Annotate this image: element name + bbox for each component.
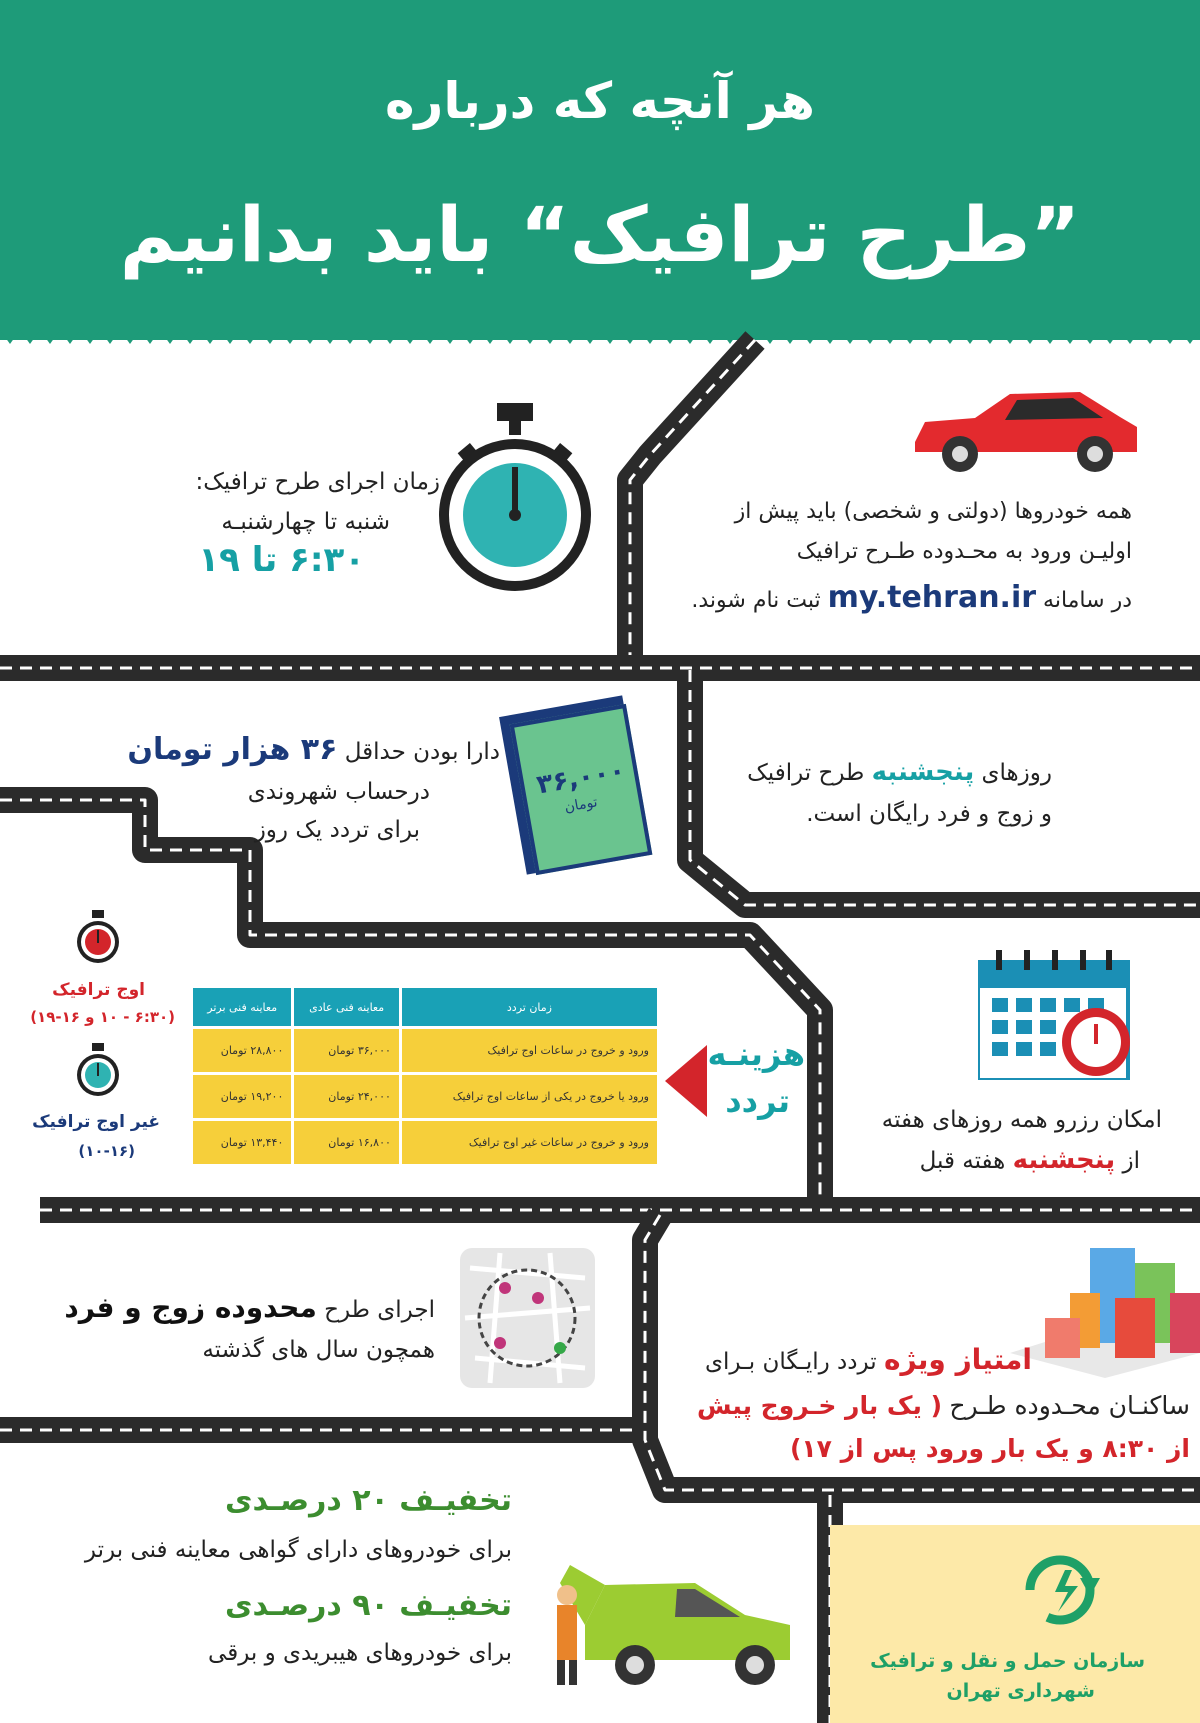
- mechanic-car-icon: [545, 1555, 800, 1690]
- fees-cell: ورود یا خروج در یکی از ساعات اوج ترافیک: [402, 1075, 657, 1118]
- balance-prefix: دارا بودن حداقل: [344, 739, 500, 765]
- small-stopwatch-icon: [76, 910, 120, 966]
- fees-cell: ۱۶,۸۰۰ تومان: [294, 1121, 399, 1164]
- red-car-icon: [905, 382, 1145, 477]
- fees-cell: ورود و خروج در ساعات غیر اوج ترافیک: [402, 1121, 657, 1164]
- registration-suffix: ثبت نام شوند.: [691, 588, 821, 613]
- banknote-unit: تومان: [563, 794, 599, 816]
- reservation-day: پنجشنبه: [1012, 1145, 1116, 1175]
- discount90-desc: برای خودروهای هیبریدی و برقی: [208, 1640, 512, 1666]
- table-row: [193, 1121, 657, 1164]
- peak-hours: (۶:۳۰ - ۱۰ و ۱۶-۱۹): [30, 1008, 175, 1026]
- residents-line2: [697, 1386, 1190, 1427]
- fees-cell: ۱۹,۲۰۰ تومان: [193, 1075, 291, 1118]
- thursday-line1: [747, 752, 1052, 793]
- fees-cell: ۲۴,۰۰۰ تومان: [294, 1075, 399, 1118]
- fees-table: [190, 985, 660, 1167]
- registration-site-link[interactable]: my.tehran.ir: [827, 580, 1037, 615]
- thursday-line2: و زوج و فرد رایگان است.: [806, 801, 1052, 827]
- fees-header-premium: معاینه فنی برتر: [193, 988, 291, 1026]
- odd-even-line1: [64, 1288, 435, 1330]
- city-buildings-icon: [1010, 1238, 1200, 1378]
- odd-even-line2: همچون سال های گذشته: [202, 1337, 435, 1363]
- organization-logo-icon: [1010, 1550, 1110, 1630]
- table-row: [193, 1029, 657, 1072]
- balance-line2: درحساب شهروندی: [247, 779, 430, 805]
- fees-cell: ورود و خروج در ساعات اوج ترافیک: [402, 1029, 657, 1072]
- balance-amount: ۳۶ هزار تومان: [127, 732, 338, 767]
- header-title-line1: هر آنچه که درباره: [385, 72, 815, 130]
- schedule-days: شنبه تا چهارشنبـه: [221, 509, 390, 535]
- fees-cell: ۲۸,۸۰۰ تومان: [193, 1029, 291, 1072]
- discount90-title: تخفیـف ۹۰ درصـدی: [225, 1588, 512, 1623]
- organization-line1: سازمان حمل و نقل و ترافیک: [870, 1650, 1145, 1672]
- residents-bold: امتیاز ویژه: [883, 1343, 1032, 1376]
- registration-prefix: در سامانه: [1043, 588, 1132, 613]
- schedule-hours: ۶:۳۰ تا ۱۹: [198, 540, 365, 580]
- organization-line2: شهرداری تهران: [946, 1680, 1095, 1702]
- reservation-line1: امکان رزرو همه روزهای هفته: [881, 1107, 1162, 1133]
- red-arrow-icon: [665, 1045, 707, 1117]
- offpeak-title: غیر اوج ترافیک: [32, 1112, 160, 1132]
- fees-cell: ۳۶,۰۰۰ تومان: [294, 1029, 399, 1072]
- reservation-prefix: از: [1122, 1148, 1140, 1174]
- thursday-prefix: روزهای: [981, 760, 1052, 786]
- calendar-icon: [978, 950, 1138, 1080]
- residents-prefix: ساکنـان محـدوده طـرح: [949, 1391, 1190, 1420]
- peak-title: اوج ترافیک: [52, 980, 145, 1000]
- table-row: [193, 1075, 657, 1118]
- reservation-suffix: هفته قبل: [919, 1148, 1006, 1174]
- offpeak-hours: (۱۰-۱۶): [78, 1142, 135, 1160]
- residents-suffix: تردد رایـگان بـرای: [704, 1349, 877, 1375]
- map-icon: [460, 1248, 595, 1388]
- residents-line1: [705, 1340, 1032, 1382]
- fees-label-line1: هزینـه: [707, 1035, 805, 1073]
- stopwatch-icon: [435, 395, 595, 600]
- fees-header-time: زمان تردد: [402, 988, 657, 1026]
- reservation-line2: [920, 1140, 1140, 1181]
- residents-line3: از ۸:۳۰ و یک بار ورود پس از ۱۷): [789, 1434, 1190, 1463]
- registration-line1: همه خودروها (دولتی و شخصی) باید پیش از: [734, 499, 1132, 524]
- odd-even-bold: محدوده زوج و فرد: [64, 1291, 317, 1324]
- banknote-value: ۳۶,۰۰۰: [534, 755, 628, 801]
- fees-cell: ۱۳,۴۴۰ تومان: [193, 1121, 291, 1164]
- thursday-day: پنجشنبه: [871, 757, 975, 787]
- fees-table-wrap: [190, 985, 660, 1167]
- discount20-desc: برای خودروهای دارای گواهی معاینه فنی برتر: [84, 1537, 512, 1563]
- balance-line3: برای تردد یک روز: [254, 817, 420, 843]
- registration-line2: اولیـن ورود به محـدوده طـرح ترافیک: [796, 539, 1132, 564]
- balance-line1: [127, 730, 500, 772]
- odd-even-prefix: اجرای طرح: [324, 1297, 435, 1323]
- fees-label-line2: تردد: [725, 1082, 790, 1120]
- header-title-line2: ”طرح ترافیک“ باید بدانیم: [119, 190, 1081, 279]
- schedule-label: زمان اجرای طرح ترافیک:: [195, 469, 440, 495]
- fees-header-normal: معاینه فنی عادی: [294, 988, 399, 1026]
- discount20-title: تخفیـف ۲۰ درصـدی: [225, 1483, 512, 1518]
- small-stopwatch-icon: [76, 1043, 120, 1099]
- registration-line3: [691, 578, 1132, 621]
- banknote-icon: [512, 705, 642, 870]
- residents-red: ( یک بار خـروج پیش: [697, 1391, 943, 1420]
- thursday-suffix: طرح ترافیک: [747, 760, 865, 786]
